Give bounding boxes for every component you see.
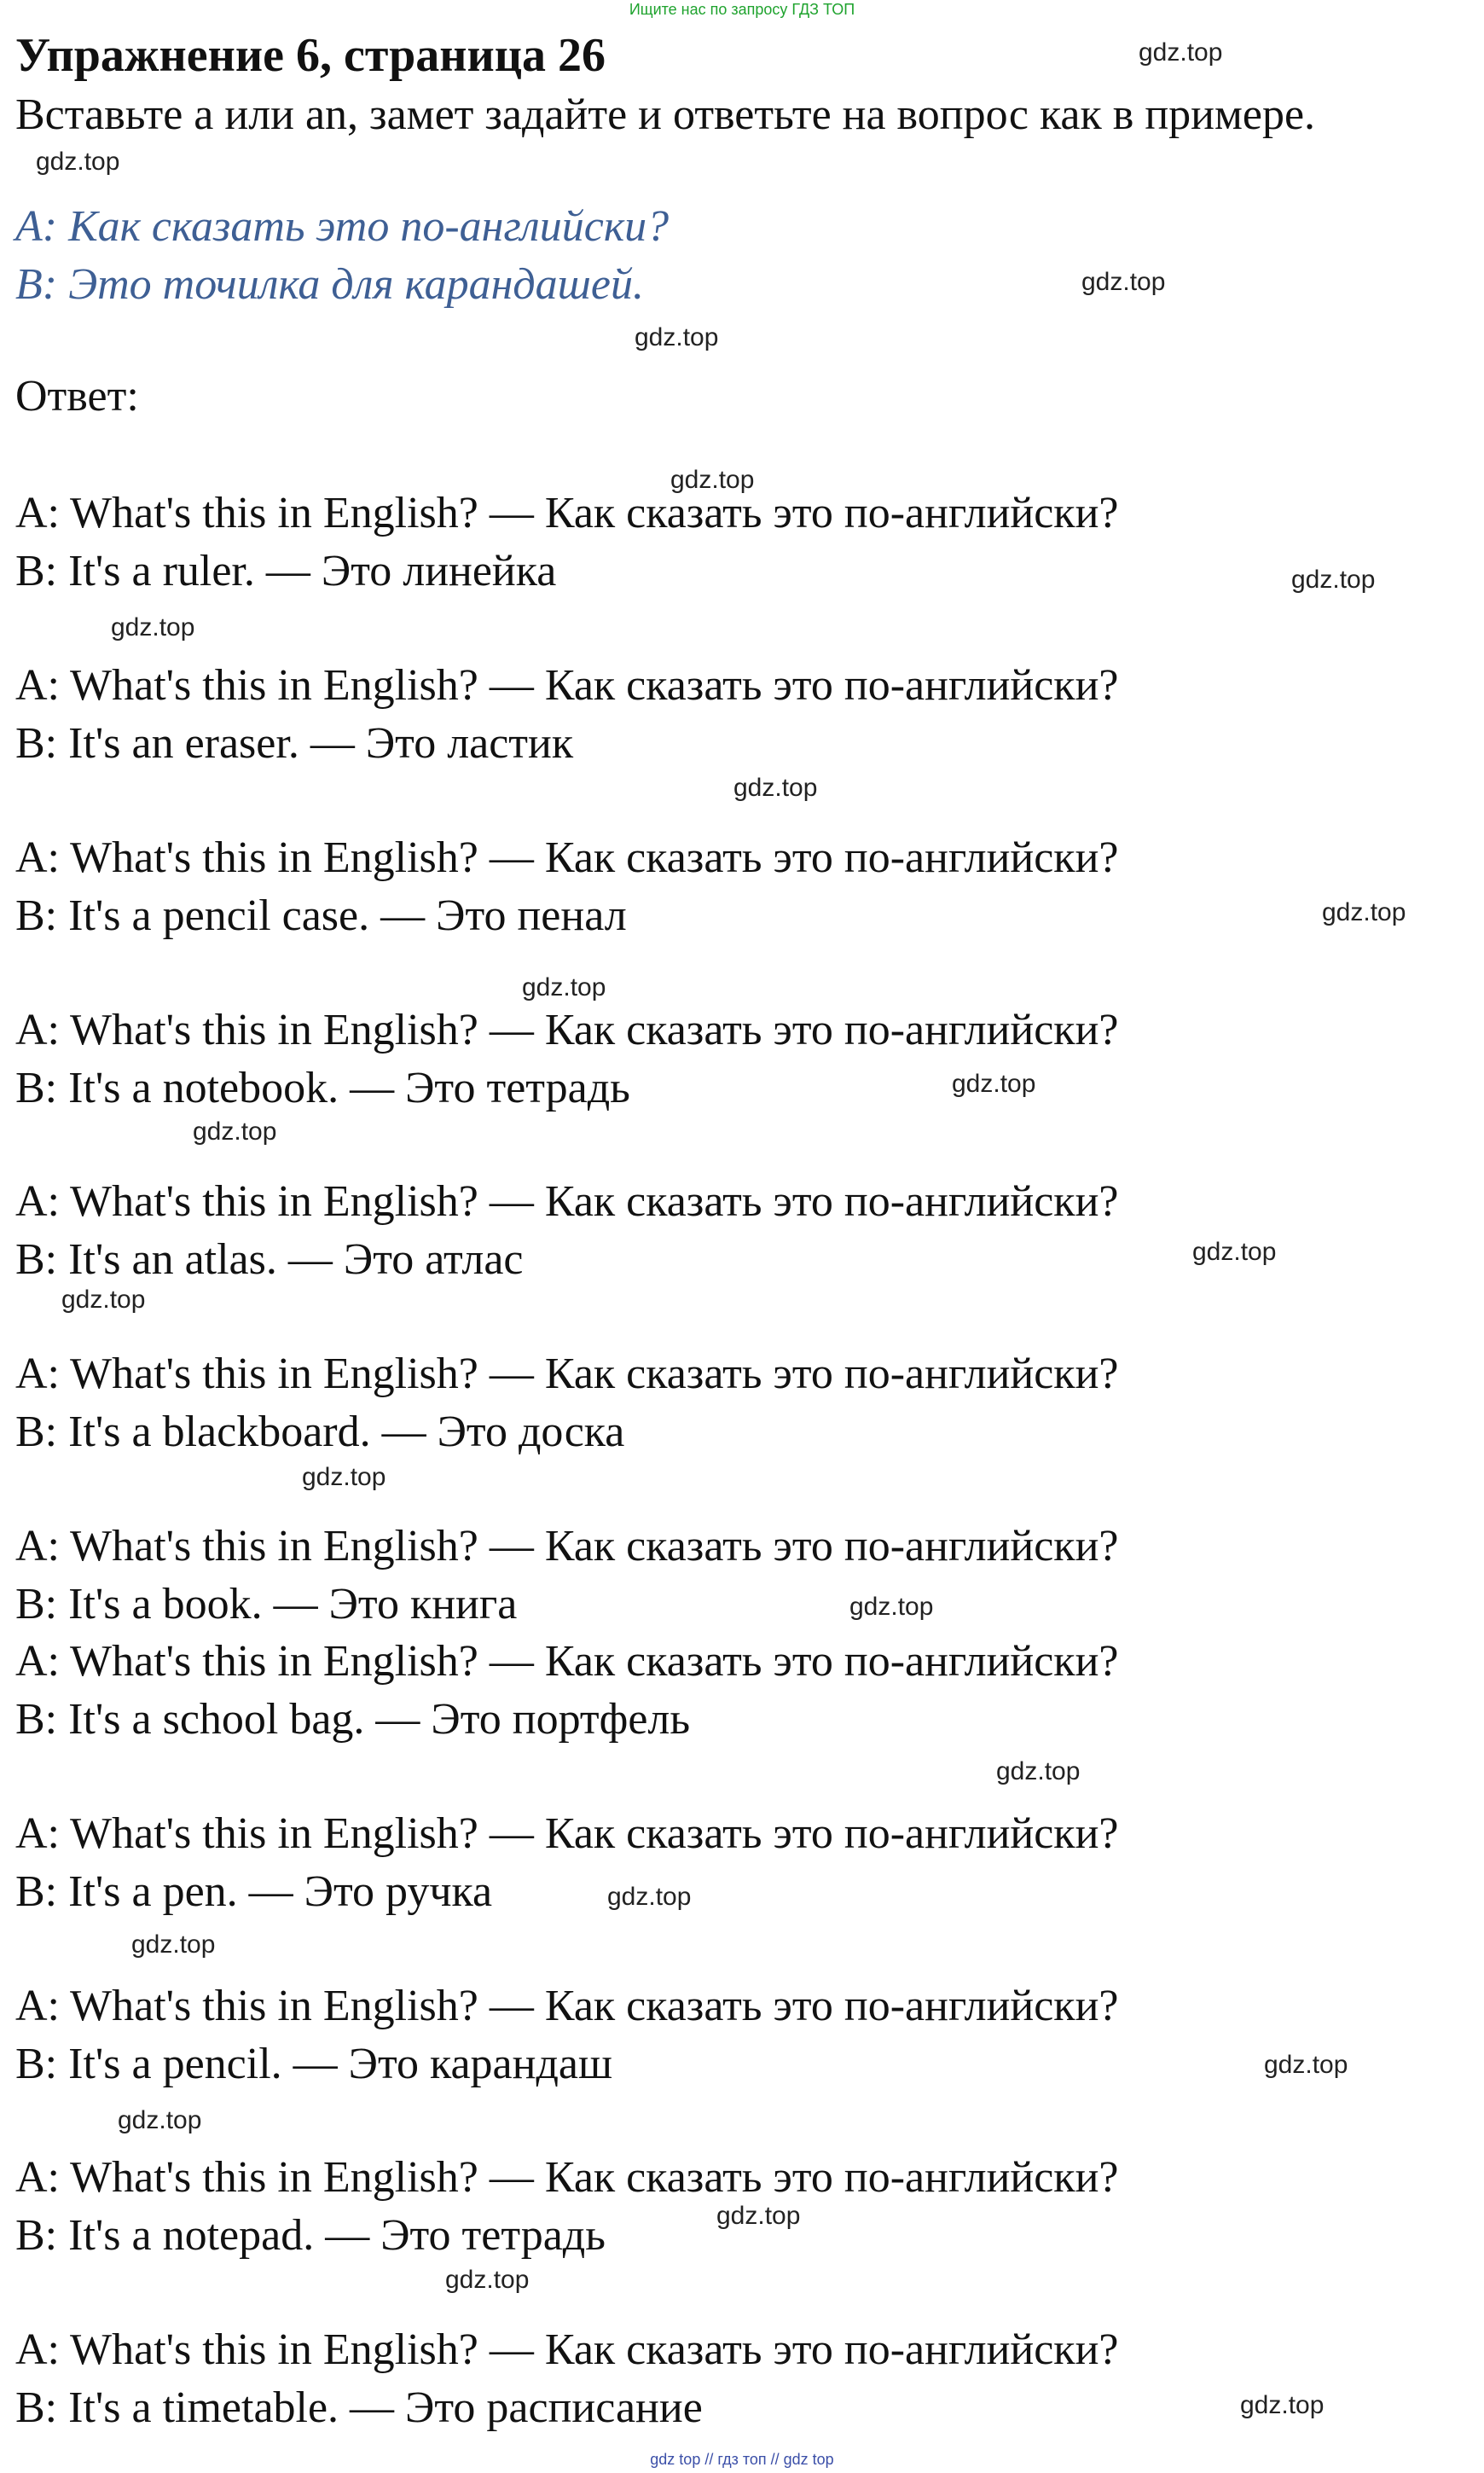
watermark: gdz.top [193,1117,277,1146]
dialogue-2-question: A: What's this in English? — Как сказать это по-английски? [15,661,1119,710]
watermark: gdz.top [118,2106,202,2134]
watermark: gdz.top [302,1463,386,1491]
dialogue-5-question: A: What's this in English? — Как сказать это по-английски? [15,1177,1119,1226]
dialogue-9-answer: B: It's a pen. — Это ручка [15,1867,493,1916]
dialogue-11-question: A: What's this in English? — Как сказать это по-английски? [15,2153,1119,2202]
watermark: gdz.top [36,148,120,176]
dialogue-11-answer: B: It's a notepad. — Это тетрадь [15,2211,606,2260]
watermark: gdz.top [1240,2391,1325,2419]
dialogue-6-answer: B: It's a blackboard. — Это доска [15,1408,625,1456]
dialogue-6-question: A: What's this in English? — Как сказать это по-английски? [15,1350,1119,1398]
dialogue-4-question: A: What's this in English? — Как сказать это по-английски? [15,1006,1119,1054]
watermark: gdz.top [111,613,195,641]
instruction-text: Вставьте a или an, замет задайте и ответьте на вопрос как в примере. [15,90,1316,139]
watermark: gdz.top [1081,268,1166,296]
dialogue-1-answer: B: It's a ruler. — Это линейка [15,547,557,595]
dialogue-2-answer: B: It's an eraser. — Это ластик [15,719,574,768]
footer-links[interactable]: gdz top // гдз топ // gdz top [650,2451,834,2468]
watermark: gdz.top [1139,38,1223,67]
watermark: gdz.top [445,2266,530,2294]
dialogue-12-answer: B: It's a timetable. — Это расписание [15,2383,703,2432]
dialogue-10-answer: B: It's a pencil. — Это карандаш [15,2040,613,2088]
page-title: Упражнение 6, страница 26 [15,29,606,82]
watermark: gdz.top [1322,898,1406,926]
dialogue-7-question: A: What's this in English? — Как сказать это по-английски? [15,1522,1119,1570]
watermark: gdz.top [1291,566,1376,594]
dialogue-4-answer: B: It's a notebook. — Это тетрадь [15,1064,630,1112]
watermark: gdz.top [670,466,755,494]
dialogue-9-question: A: What's this in English? — Как сказать это по-английски? [15,1809,1119,1858]
example-line-b: B: Это точилка для карандашей. [15,260,645,309]
watermark: gdz.top [61,1286,146,1314]
dialogue-5-answer: B: It's an atlas. — Это атлас [15,1235,524,1284]
answer-label: Ответ: [15,372,139,421]
watermark: gdz.top [635,323,719,351]
watermark: gdz.top [607,1883,692,1911]
dialogue-3-question: A: What's this in English? — Как сказать это по-английски? [15,833,1119,882]
dialogue-8-question: A: What's this in English? — Как сказать это по-английски? [15,1637,1119,1686]
watermark: gdz.top [849,1593,934,1621]
top-note[interactable]: Ищите нас по запросу ГДЗ ТОП [629,1,855,18]
watermark: gdz.top [131,1930,216,1959]
watermark: gdz.top [996,1757,1081,1785]
watermark: gdz.top [952,1070,1036,1098]
dialogue-7-answer: B: It's a book. — Это книга [15,1580,518,1628]
watermark: gdz.top [716,2202,801,2230]
dialogue-12-question: A: What's this in English? — Как сказать это по-английски? [15,2325,1119,2374]
watermark: gdz.top [522,973,606,1001]
dialogue-3-answer: B: It's a pencil case. — Это пенал [15,891,627,940]
dialogue-10-question: A: What's this in English? — Как сказать это по-английски? [15,1982,1119,2030]
watermark: gdz.top [1192,1238,1277,1266]
dialogue-8-answer: B: It's a school bag. — Это портфель [15,1695,691,1744]
example-line-a: A: Как сказать это по-английски? [15,202,670,251]
dialogue-1-question: A: What's this in English? — Как сказать это по-английски? [15,489,1119,537]
watermark: gdz.top [733,774,818,802]
watermark: gdz.top [1264,2051,1348,2079]
